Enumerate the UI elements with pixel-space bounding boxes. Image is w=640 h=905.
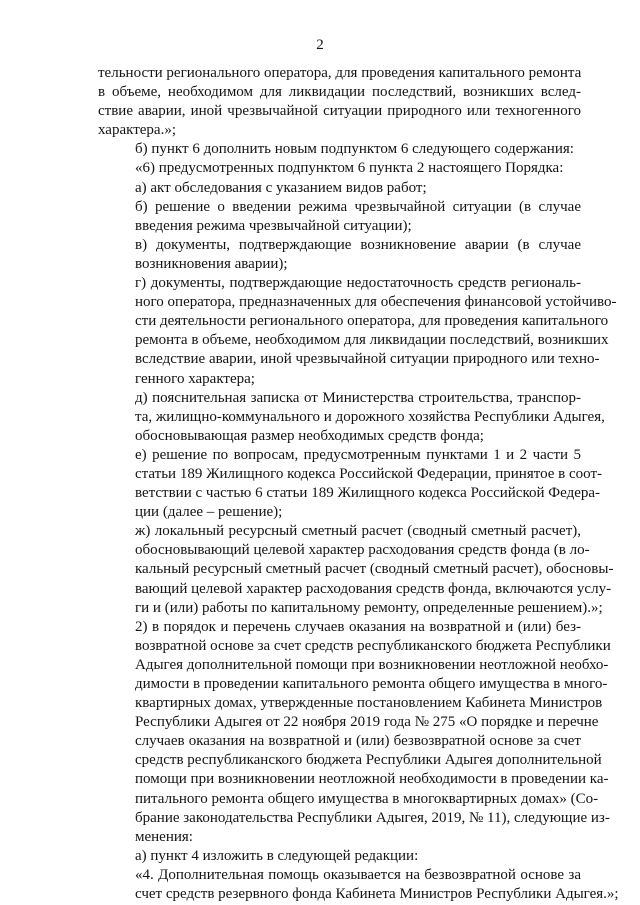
paragraph (98, 274, 617, 389)
paragraph (98, 64, 581, 140)
paragraph-line: тельности регионального оператора, для проведения капитального ремонта (98, 65, 582, 81)
paragraph-line: кальный ресурсный сметный расчет (сводный сметный расчет), обосновы- (135, 561, 614, 578)
page-number: 2 (316, 37, 324, 53)
paragraph-line: менения: (135, 828, 193, 845)
paragraph-line: питального ремонта общего имущества в многоквартирных домах» (Со- (135, 790, 599, 807)
paragraph-line: ремонта в объеме, необходимом для ликвидации последствий, возникших (135, 332, 609, 349)
paragraph-line: помощи при возникновении неотложной необходимости в проведении ка- (135, 771, 609, 788)
paragraph-line: квартирных домах, утвержденные постановлением Кабинета Министров (135, 695, 603, 712)
paragraph-line: средств республиканского бюджета Республики Адыгея дополнительной (135, 752, 602, 769)
paragraph-line: б) пункт 6 дополнить новым подпунктом 6 следующего содержания: (135, 141, 574, 158)
paragraph-line: ветствии с частью 6 статьи 189 Жилищного кодекса Российской Федера- (135, 485, 601, 502)
paragraph (98, 522, 614, 617)
paragraph-line: вследствие аварии, иной чрезвычайной ситуации природного или техно- (135, 351, 600, 368)
paragraph-line: б) решение о введении режима чрезвычайной ситуации (в случае (135, 198, 581, 215)
paragraph (98, 618, 611, 847)
paragraph-line: «4. Дополнительная помощь оказывается на безвозвратной основе за (135, 866, 581, 883)
paragraph-line: сти деятельности регионального оператора, для проведения капитального (135, 313, 609, 330)
paragraph-line: брание законодательства Республики Адыгея, 2019, № 11), следующие из- (135, 809, 610, 826)
paragraph-line: та, жилищно-коммунального и дорожного хозяйства Республики Адыгея, (135, 408, 605, 425)
paragraph (98, 198, 581, 236)
paragraph-line: характера.»; (98, 122, 176, 139)
paragraph-line: в объеме, необходимом для ликвидации последствий, возникших вслед- (98, 84, 581, 101)
paragraph-line: г) документы, подтверждающие недостаточность средств региональ- (135, 275, 581, 292)
paragraph-line: обосновывающий целевой характер расходования средств фонда (в ло- (135, 542, 590, 559)
paragraph-line: ги и (или) работы по капитальному ремонту, определенные решением).»; (135, 599, 603, 616)
paragraph (98, 159, 581, 178)
paragraph-line: д) пояснительная записка от Министерства строительства, транспор- (135, 389, 581, 406)
paragraph-line: вающий целевой характер расходования средств фонда, включаются услу- (135, 580, 612, 597)
paragraph (98, 179, 581, 198)
paragraph-line: статьи 189 Жилищного кодекса Российской Федерации, принятое в соот- (135, 465, 603, 482)
paragraph (98, 847, 581, 866)
paragraph-line: а) пункт 4 изложить в следующей редакции: (135, 847, 419, 864)
paragraph-line: а) акт обследования с указанием видов работ; (135, 179, 427, 196)
paragraph-line: ж) локальный ресурсный сметный расчет (сводный сметный расчет), (135, 523, 581, 540)
paragraph-line: димости в проведении капитального ремонта общего имущества в много- (135, 676, 608, 692)
paragraph-line: генного характера; (135, 370, 255, 387)
paragraph-line: е) решение по вопросам, предусмотренным пунктами 1 и 2 части 5 (135, 446, 581, 463)
paragraph (98, 236, 581, 274)
paragraph-line: введения режима чрезвычайной ситуации); (135, 217, 412, 234)
paragraph-line: в) документы, подтверждающие возникновение аварии (в случае (135, 236, 581, 253)
paragraph-line: ного оператора, предназначенных для обеспечения финансовой устойчиво- (135, 294, 617, 311)
paragraph-line: ствие аварии, иной чрезвычайной ситуации природного или техногенного (98, 103, 581, 120)
paragraph (98, 389, 605, 446)
document-body (98, 64, 619, 904)
paragraph-line: обосновывающая размер необходимых средств фонда; (135, 427, 484, 444)
paragraph-line: Адыгея дополнительной помощи при возникновении неотложной необхо- (135, 656, 609, 673)
paragraph-line: ции (далее – решение); (135, 504, 283, 521)
paragraph-line: 2) в порядок и перечень случаев оказания на возвратной и (или) без- (135, 618, 581, 635)
paragraph-line: счет средств резервного фонда Кабинета Министров Республики Адыгея.»; (135, 886, 619, 903)
paragraph (98, 140, 581, 159)
paragraph-line: «6) предусмотренных подпунктом 6 пункта 2 настоящего Порядка: (135, 160, 564, 177)
paragraph-line: возвратной основе за счет средств республиканского бюджета Республики (135, 637, 611, 654)
paragraph-line: случаев оказания на возвратной и (или) безвозвратной основе за счет (135, 733, 581, 750)
paragraph (98, 446, 603, 522)
paragraph (98, 866, 619, 904)
paragraph-line: Республики Адыгея от 22 ноября 2019 года № 275 «О порядке и перечне (135, 714, 599, 731)
paragraph-line: возникновения аварии); (135, 255, 288, 272)
